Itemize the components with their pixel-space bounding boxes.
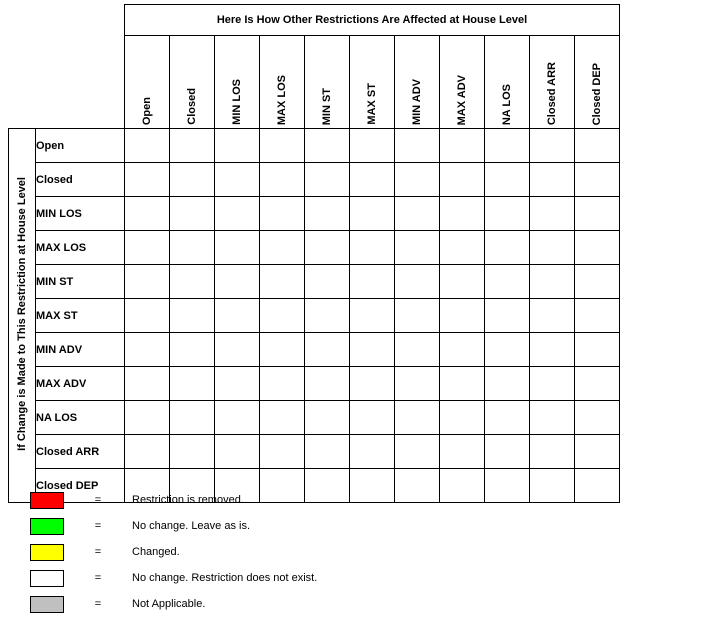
cell-closed-dep-max-st (350, 469, 395, 503)
cell-min-los-closed (170, 197, 215, 231)
cell-min-adv-min-st (305, 333, 350, 367)
cell-max-st-max-st (350, 299, 395, 333)
column-header-label: Closed ARR (545, 61, 558, 125)
legend-equals: = (94, 520, 102, 532)
cell-min-los-closed-dep (575, 197, 620, 231)
cell-closed-dep-closed-arr (530, 469, 575, 503)
legend-swatch-red (30, 492, 64, 509)
cell-max-st-open (125, 299, 170, 333)
cell-min-st-max-los (260, 265, 305, 299)
cell-min-st-max-adv (440, 265, 485, 299)
cell-max-adv-closed (170, 367, 215, 401)
cell-max-los-closed-arr (530, 231, 575, 265)
row-header-closed-arr: Closed ARR (36, 435, 125, 469)
table-row (9, 265, 620, 299)
cell-closed-arr-max-st (350, 435, 395, 469)
cell-na-los-min-adv (395, 401, 440, 435)
cell-max-st-na-los (485, 299, 530, 333)
cell-closed-arr-min-st (305, 435, 350, 469)
cell-open-na-los (485, 129, 530, 163)
cell-open-max-los (260, 129, 305, 163)
cell-max-los-na-los (485, 231, 530, 265)
table-row (9, 435, 620, 469)
cell-closed-max-st (350, 163, 395, 197)
cell-min-adv-min-los (215, 333, 260, 367)
column-header-label: MIN ADV (410, 78, 423, 125)
row-header-na-los: NA LOS (36, 401, 125, 435)
banner-spacer-rowlabel (36, 5, 125, 36)
cell-closed-closed (170, 163, 215, 197)
table-row (9, 401, 620, 435)
cell-max-los-max-los (260, 231, 305, 265)
cell-closed-na-los (485, 163, 530, 197)
column-header-closed (170, 36, 215, 129)
row-header-min-adv: MIN ADV (36, 333, 125, 367)
cell-max-st-min-adv (395, 299, 440, 333)
column-header-min-st (305, 36, 350, 129)
row-header-max-adv: MAX ADV (36, 367, 125, 401)
cell-open-min-los (215, 129, 260, 163)
legend-label: Changed. (132, 546, 180, 558)
cell-min-adv-closed-dep (575, 333, 620, 367)
cell-min-los-max-los (260, 197, 305, 231)
column-header-label: MIN ST (320, 87, 333, 125)
column-header-na-los (485, 36, 530, 129)
column-header-min-los (215, 36, 260, 129)
column-header-label: MAX ADV (455, 74, 468, 125)
cell-max-los-max-st (350, 231, 395, 265)
column-header-label: Closed (185, 88, 198, 125)
column-header-label: NA LOS (500, 83, 513, 125)
cell-na-los-min-st (305, 401, 350, 435)
column-header-max-st (350, 36, 395, 129)
cell-max-st-closed (170, 299, 215, 333)
cell-max-adv-min-st (305, 367, 350, 401)
cell-na-los-closed (170, 401, 215, 435)
table-row (9, 163, 620, 197)
table-row (9, 333, 620, 367)
cell-min-st-closed-dep (575, 265, 620, 299)
cell-min-st-closed (170, 265, 215, 299)
banner-spacer-side (9, 5, 36, 36)
restriction-matrix-table (8, 4, 620, 503)
legend-swatch-yellow (30, 544, 64, 561)
column-header-open (125, 36, 170, 129)
legend (30, 487, 317, 617)
cell-min-los-open (125, 197, 170, 231)
cell-min-los-max-st (350, 197, 395, 231)
cell-na-los-closed-dep (575, 401, 620, 435)
cell-open-min-adv (395, 129, 440, 163)
cell-min-st-min-st (305, 265, 350, 299)
cell-closed-min-los (215, 163, 260, 197)
affect-matrix-container (8, 4, 620, 503)
cell-min-st-min-adv (395, 265, 440, 299)
cell-max-los-min-adv (395, 231, 440, 265)
cell-min-adv-max-st (350, 333, 395, 367)
cell-min-los-na-los (485, 197, 530, 231)
cell-min-los-closed-arr (530, 197, 575, 231)
cell-max-st-min-los (215, 299, 260, 333)
cell-max-adv-max-los (260, 367, 305, 401)
cell-open-min-st (305, 129, 350, 163)
row-header-closed: Closed (36, 163, 125, 197)
cell-closed-arr-max-adv (440, 435, 485, 469)
cell-max-adv-min-los (215, 367, 260, 401)
cell-max-adv-open (125, 367, 170, 401)
table-row (9, 367, 620, 401)
cell-open-closed-arr (530, 129, 575, 163)
column-header-label: MAX LOS (275, 74, 288, 125)
cell-closed-closed-dep (575, 163, 620, 197)
cell-max-los-open (125, 231, 170, 265)
cell-closed-dep-min-adv (395, 469, 440, 503)
legend-equals: = (94, 598, 102, 610)
cell-min-st-max-st (350, 265, 395, 299)
column-header-max-los (260, 36, 305, 129)
cell-closed-arr-open (125, 435, 170, 469)
cell-open-closed-dep (575, 129, 620, 163)
cell-min-los-min-st (305, 197, 350, 231)
cell-closed-arr-na-los (485, 435, 530, 469)
cell-max-st-closed-dep (575, 299, 620, 333)
table-row (9, 231, 620, 265)
cell-closed-max-adv (440, 163, 485, 197)
legend-equals: = (94, 546, 102, 558)
column-header-label: Closed DEP (590, 62, 603, 125)
cell-max-los-min-los (215, 231, 260, 265)
cell-closed-max-los (260, 163, 305, 197)
cell-min-st-na-los (485, 265, 530, 299)
cell-closed-arr-closed-arr (530, 435, 575, 469)
cell-na-los-na-los (485, 401, 530, 435)
cell-closed-arr-closed-dep (575, 435, 620, 469)
cell-max-st-min-st (305, 299, 350, 333)
legend-equals: = (94, 494, 102, 506)
cell-closed-min-st (305, 163, 350, 197)
legend-item-not-exist (30, 565, 317, 591)
row-header-max-st: MAX ST (36, 299, 125, 333)
cell-min-adv-closed (170, 333, 215, 367)
legend-swatch-gray (30, 596, 64, 613)
legend-item-removed (30, 487, 317, 513)
cell-closed-arr-min-adv (395, 435, 440, 469)
cell-closed-arr-max-los (260, 435, 305, 469)
top-banner-title: Here Is How Other Restrictions Are Affected at House Level (125, 5, 620, 36)
side-banner-title: If Change is Made to This Restriction at House Level (9, 129, 36, 503)
column-header-label: MAX ST (365, 83, 378, 125)
cell-open-open (125, 129, 170, 163)
cell-closed-arr-closed (170, 435, 215, 469)
legend-swatch-white (30, 570, 64, 587)
cell-min-adv-max-los (260, 333, 305, 367)
legend-item-changed (30, 539, 317, 565)
table-row (9, 299, 620, 333)
cell-closed-arr-min-los (215, 435, 260, 469)
cell-max-los-max-adv (440, 231, 485, 265)
cell-min-adv-min-adv (395, 333, 440, 367)
matrix-banner-row (9, 5, 620, 36)
legend-label: Not Applicable. (132, 598, 206, 610)
cell-max-los-closed-dep (575, 231, 620, 265)
legend-equals: = (94, 572, 102, 584)
cell-min-adv-open (125, 333, 170, 367)
cell-max-st-max-adv (440, 299, 485, 333)
cell-na-los-max-st (350, 401, 395, 435)
row-header-closed-dep: Closed DEP (36, 469, 125, 503)
cell-max-adv-na-los (485, 367, 530, 401)
cell-closed-dep-closed-dep (575, 469, 620, 503)
cell-min-adv-max-adv (440, 333, 485, 367)
row-header-min-st: MIN ST (36, 265, 125, 299)
cell-max-adv-closed-dep (575, 367, 620, 401)
table-row (9, 129, 620, 163)
column-header-label: Open (140, 96, 153, 125)
vhead-spacer-side (9, 36, 36, 129)
cell-min-adv-na-los (485, 333, 530, 367)
legend-label: Restriction is removed. (132, 494, 244, 506)
cell-closed-open (125, 163, 170, 197)
cell-max-adv-max-st (350, 367, 395, 401)
cell-closed-dep-max-adv (440, 469, 485, 503)
cell-closed-dep-na-los (485, 469, 530, 503)
table-row (9, 197, 620, 231)
cell-max-los-min-st (305, 231, 350, 265)
legend-label: No change. Restriction does not exist. (132, 572, 318, 584)
legend-item-no-change (30, 513, 317, 539)
cell-max-adv-max-adv (440, 367, 485, 401)
column-header-min-adv (395, 36, 440, 129)
cell-na-los-max-adv (440, 401, 485, 435)
cell-min-st-open (125, 265, 170, 299)
row-header-open: Open (36, 129, 125, 163)
row-header-min-los: MIN LOS (36, 197, 125, 231)
cell-min-los-min-los (215, 197, 260, 231)
cell-max-st-closed-arr (530, 299, 575, 333)
cell-min-los-max-adv (440, 197, 485, 231)
cell-open-max-st (350, 129, 395, 163)
cell-min-st-closed-arr (530, 265, 575, 299)
cell-min-los-min-adv (395, 197, 440, 231)
row-header-max-los: MAX LOS (36, 231, 125, 265)
cell-na-los-open (125, 401, 170, 435)
cell-max-los-closed (170, 231, 215, 265)
column-header-closed-arr (530, 36, 575, 129)
cell-min-adv-closed-arr (530, 333, 575, 367)
cell-na-los-closed-arr (530, 401, 575, 435)
cell-closed-closed-arr (530, 163, 575, 197)
column-header-max-adv (440, 36, 485, 129)
cell-closed-min-adv (395, 163, 440, 197)
cell-max-adv-closed-arr (530, 367, 575, 401)
cell-open-closed (170, 129, 215, 163)
legend-swatch-green (30, 518, 64, 535)
vhead-spacer-rowlabel (36, 36, 125, 129)
cell-na-los-min-los (215, 401, 260, 435)
cell-min-st-min-los (215, 265, 260, 299)
column-header-label: MIN LOS (230, 79, 243, 125)
cell-max-st-max-los (260, 299, 305, 333)
matrix-column-header-row (9, 36, 620, 129)
cell-na-los-max-los (260, 401, 305, 435)
cell-max-adv-min-adv (395, 367, 440, 401)
legend-item-not-applicable (30, 591, 317, 617)
column-header-closed-dep (575, 36, 620, 129)
cell-open-max-adv (440, 129, 485, 163)
legend-label: No change. Leave as is. (132, 520, 251, 532)
